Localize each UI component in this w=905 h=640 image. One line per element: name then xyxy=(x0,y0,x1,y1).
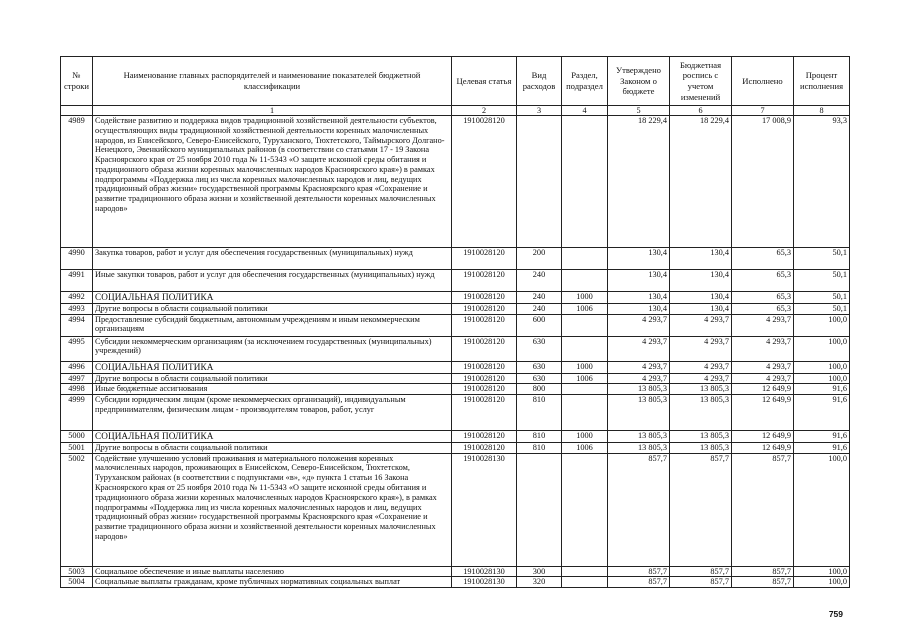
section-cell xyxy=(562,336,608,361)
expense-type-cell: 240 xyxy=(517,303,562,314)
budget-execution-table xyxy=(60,56,850,588)
table-row xyxy=(61,361,850,373)
section-cell: 1006 xyxy=(562,373,608,384)
budget-amount-cell: 130,4 xyxy=(670,270,732,292)
section-cell xyxy=(562,384,608,395)
section-cell xyxy=(562,314,608,336)
row-name-cell: СОЦИАЛЬНАЯ ПОЛИТИКА xyxy=(93,431,452,443)
approved-amount-cell: 13 805,3 xyxy=(608,395,670,431)
table-row xyxy=(61,384,850,395)
section-cell: 1006 xyxy=(562,442,608,453)
row-name-cell: Другие вопросы в области социальной политики xyxy=(93,442,452,453)
target-article-cell: 1910028120 xyxy=(452,292,517,304)
executed-amount-cell: 65,3 xyxy=(732,248,794,270)
budget-amount-cell: 857,7 xyxy=(670,453,732,566)
target-article-cell: 1910028120 xyxy=(452,314,517,336)
target-article-cell: 1910028120 xyxy=(452,373,517,384)
executed-amount-cell: 12 649,9 xyxy=(732,384,794,395)
executed-amount-cell: 12 649,9 xyxy=(732,395,794,431)
column-number: 6 xyxy=(670,106,732,116)
percent-cell: 100,0 xyxy=(794,566,850,577)
header-budget: Бюджетная роспись с учетом изменений xyxy=(670,57,732,106)
expense-type-cell: 200 xyxy=(517,248,562,270)
header-name: Наименование главных распорядителей и наименование показателей бюджетной классификации xyxy=(93,57,452,106)
expense-type-cell: 630 xyxy=(517,373,562,384)
target-article-cell: 1910028120 xyxy=(452,384,517,395)
row-number-cell: 5003 xyxy=(61,566,93,577)
table-row xyxy=(61,442,850,453)
row-name-cell: Другие вопросы в области социальной политики xyxy=(93,373,452,384)
executed-amount-cell: 857,7 xyxy=(732,577,794,588)
row-name-cell: СОЦИАЛЬНАЯ ПОЛИТИКА xyxy=(93,292,452,304)
row-number-cell: 4992 xyxy=(61,292,93,304)
table-row xyxy=(61,431,850,443)
expense-type-cell: 240 xyxy=(517,270,562,292)
row-number-cell: 4995 xyxy=(61,336,93,361)
row-number-cell: 4989 xyxy=(61,116,93,248)
row-name-cell: Иные закупки товаров, работ и услуг для обеспечения государственных (муниципальных) нужд xyxy=(93,270,452,292)
budget-amount-cell: 13 805,3 xyxy=(670,442,732,453)
percent-cell: 50,1 xyxy=(794,248,850,270)
column-numbers-row xyxy=(61,106,850,116)
executed-amount-cell: 65,3 xyxy=(732,303,794,314)
row-name-cell: Субсидии юридическим лицам (кроме некоммерческих организаций), индивидуальным предпринимателям, физическим лицам - производителям товаров, работ, услуг xyxy=(93,395,452,431)
percent-cell: 50,1 xyxy=(794,303,850,314)
header-code: Целевая статья xyxy=(452,57,517,106)
row-number-cell: 5000 xyxy=(61,431,93,443)
target-article-cell: 1910028130 xyxy=(452,453,517,566)
expense-type-cell: 630 xyxy=(517,336,562,361)
executed-amount-cell: 65,3 xyxy=(732,270,794,292)
approved-amount-cell: 4 293,7 xyxy=(608,373,670,384)
percent-cell: 100,0 xyxy=(794,314,850,336)
approved-amount-cell: 857,7 xyxy=(608,577,670,588)
approved-amount-cell: 4 293,7 xyxy=(608,361,670,373)
executed-amount-cell: 12 649,9 xyxy=(732,442,794,453)
header-vid: Вид расходов xyxy=(517,57,562,106)
expense-type-cell: 320 xyxy=(517,577,562,588)
row-name-cell: Субсидии некоммерческим организациям (за исключением государственных (муниципальных) учреждений) xyxy=(93,336,452,361)
row-number-cell: 4990 xyxy=(61,248,93,270)
row-number-cell: 4996 xyxy=(61,361,93,373)
table-row xyxy=(61,373,850,384)
row-name-cell: СОЦИАЛЬНАЯ ПОЛИТИКА xyxy=(93,361,452,373)
table-row xyxy=(61,453,850,566)
section-cell: 1006 xyxy=(562,303,608,314)
budget-amount-cell: 18 229,4 xyxy=(670,116,732,248)
row-name-cell: Предоставление субсидий бюджетным, автономным учреждениям и иным некоммерческим организациям xyxy=(93,314,452,336)
column-number: 7 xyxy=(732,106,794,116)
table-row xyxy=(61,314,850,336)
expense-type-cell: 800 xyxy=(517,384,562,395)
budget-amount-cell: 857,7 xyxy=(670,577,732,588)
expense-type-cell: 240 xyxy=(517,292,562,304)
row-number-cell: 4994 xyxy=(61,314,93,336)
approved-amount-cell: 13 805,3 xyxy=(608,431,670,443)
budget-amount-cell: 857,7 xyxy=(670,566,732,577)
header-row-no: № строки xyxy=(61,57,93,106)
budget-amount-cell: 4 293,7 xyxy=(670,314,732,336)
section-cell xyxy=(562,577,608,588)
row-name-cell: Другие вопросы в области социальной политики xyxy=(93,303,452,314)
row-name-cell: Социальное обеспечение и иные выплаты населению xyxy=(93,566,452,577)
target-article-cell: 1910028130 xyxy=(452,577,517,588)
executed-amount-cell: 857,7 xyxy=(732,453,794,566)
table-row xyxy=(61,116,850,248)
approved-amount-cell: 130,4 xyxy=(608,248,670,270)
table-row xyxy=(61,248,850,270)
budget-amount-cell: 4 293,7 xyxy=(670,361,732,373)
executed-amount-cell: 12 649,9 xyxy=(732,431,794,443)
approved-amount-cell: 130,4 xyxy=(608,303,670,314)
percent-cell: 50,1 xyxy=(794,292,850,304)
approved-amount-cell: 130,4 xyxy=(608,270,670,292)
percent-cell: 50,1 xyxy=(794,270,850,292)
column-number: 1 xyxy=(93,106,452,116)
percent-cell: 93,3 xyxy=(794,116,850,248)
section-cell xyxy=(562,395,608,431)
table-row xyxy=(61,577,850,588)
approved-amount-cell: 13 805,3 xyxy=(608,442,670,453)
section-cell: 1000 xyxy=(562,431,608,443)
column-number: 3 xyxy=(517,106,562,116)
row-number-cell: 4993 xyxy=(61,303,93,314)
percent-cell: 100,0 xyxy=(794,336,850,361)
expense-type-cell: 810 xyxy=(517,395,562,431)
header-razdel: Раздел, подраздел xyxy=(562,57,608,106)
header-percent: Процент исполнения xyxy=(794,57,850,106)
section-cell xyxy=(562,248,608,270)
approved-amount-cell: 4 293,7 xyxy=(608,314,670,336)
row-name-cell: Иные бюджетные ассигнования xyxy=(93,384,452,395)
header-approved: Утверждено Законом о бюджете xyxy=(608,57,670,106)
percent-cell: 100,0 xyxy=(794,361,850,373)
row-number-cell: 4997 xyxy=(61,373,93,384)
expense-type-cell xyxy=(517,116,562,248)
executed-amount-cell: 4 293,7 xyxy=(732,336,794,361)
row-name-cell: Содействие развитию и поддержка видов традиционной хозяйственной деятельности субъектов, осуществляющих виды традиционной хозяйственной деятельности коренных малочисленных народов, из Енисейского, Северо-Енисейского, Туруханского, Тюхтетского, Таймырского Долгано-Ненецкого, Эвенкийского муниципальных районов (в соответствии со статьями 17 - 19 Закона Красноярского края от 25 ноября 2010 года № 11-5343 «О защите исконной среды обитания и традиционного образа жизни коренных малочисленных народов Красноярского края») в рамках подпрограммы «Поддержка лиц из числа коренных малочисленных народов и лиц, ведущих традиционный образ жизни» государственной программы Красноярского края «Сохранение и развитие традиционного образа жизни и хозяйственной деятельности коренных малочисленных народов» xyxy=(93,116,452,248)
executed-amount-cell: 65,3 xyxy=(732,292,794,304)
budget-amount-cell: 4 293,7 xyxy=(670,373,732,384)
approved-amount-cell: 18 229,4 xyxy=(608,116,670,248)
percent-cell: 100,0 xyxy=(794,373,850,384)
approved-amount-cell: 857,7 xyxy=(608,453,670,566)
expense-type-cell: 630 xyxy=(517,361,562,373)
row-name-cell: Социальные выплаты гражданам, кроме публичных нормативных социальных выплат xyxy=(93,577,452,588)
executed-amount-cell: 4 293,7 xyxy=(732,373,794,384)
expense-type-cell: 600 xyxy=(517,314,562,336)
budget-amount-cell: 4 293,7 xyxy=(670,336,732,361)
row-name-cell: Закупка товаров, работ и услуг для обеспечения государственных (муниципальных) нужд xyxy=(93,248,452,270)
expense-type-cell: 810 xyxy=(517,431,562,443)
expense-type-cell: 300 xyxy=(517,566,562,577)
budget-amount-cell: 130,4 xyxy=(670,292,732,304)
table-row xyxy=(61,303,850,314)
budget-amount-cell: 130,4 xyxy=(670,248,732,270)
approved-amount-cell: 13 805,3 xyxy=(608,384,670,395)
header-executed: Исполнено xyxy=(732,57,794,106)
target-article-cell: 1910028120 xyxy=(452,248,517,270)
approved-amount-cell: 130,4 xyxy=(608,292,670,304)
target-article-cell: 1910028120 xyxy=(452,431,517,443)
table-row xyxy=(61,292,850,304)
target-article-cell: 1910028120 xyxy=(452,336,517,361)
table-row xyxy=(61,270,850,292)
column-number: 8 xyxy=(794,106,850,116)
header-row xyxy=(61,57,850,106)
approved-amount-cell: 4 293,7 xyxy=(608,336,670,361)
column-number-blank xyxy=(61,106,93,116)
table-row xyxy=(61,336,850,361)
budget-amount-cell: 13 805,3 xyxy=(670,395,732,431)
page-number: 759 xyxy=(828,609,843,619)
table-row xyxy=(61,566,850,577)
budget-amount-cell: 130,4 xyxy=(670,303,732,314)
row-number-cell: 4999 xyxy=(61,395,93,431)
row-number-cell: 4998 xyxy=(61,384,93,395)
target-article-cell: 1910028120 xyxy=(452,395,517,431)
executed-amount-cell: 857,7 xyxy=(732,566,794,577)
section-cell: 1000 xyxy=(562,292,608,304)
target-article-cell: 1910028120 xyxy=(452,361,517,373)
column-number: 4 xyxy=(562,106,608,116)
percent-cell: 100,0 xyxy=(794,577,850,588)
budget-amount-cell: 13 805,3 xyxy=(670,384,732,395)
budget-amount-cell: 13 805,3 xyxy=(670,431,732,443)
target-article-cell: 1910028120 xyxy=(452,270,517,292)
section-cell xyxy=(562,270,608,292)
percent-cell: 91,6 xyxy=(794,442,850,453)
percent-cell: 91,6 xyxy=(794,431,850,443)
executed-amount-cell: 4 293,7 xyxy=(732,314,794,336)
percent-cell: 100,0 xyxy=(794,453,850,566)
column-number: 2 xyxy=(452,106,517,116)
table-body xyxy=(61,116,850,588)
section-cell xyxy=(562,566,608,577)
percent-cell: 91,6 xyxy=(794,395,850,431)
section-cell: 1000 xyxy=(562,361,608,373)
row-number-cell: 5004 xyxy=(61,577,93,588)
target-article-cell: 1910028120 xyxy=(452,303,517,314)
row-number-cell: 4991 xyxy=(61,270,93,292)
expense-type-cell xyxy=(517,453,562,566)
section-cell xyxy=(562,453,608,566)
target-article-cell: 1910028120 xyxy=(452,116,517,248)
target-article-cell: 1910028130 xyxy=(452,566,517,577)
row-name-cell: Содействие улучшению условий проживания и материального положения коренных малочисленных народов, проживающих в Енисейском, Северо-Енисейском, Тюхтетском, Туруханском районах (в соответствии с подпунктами «в», «д» пункта 1 статьи 16 Закона Красноярского края от 25 ноября 2010 года № 11-5343 «О защите исконной среды обитания и традиционного образа жизни коренных малочисленных народов Красноярского края»), в рамках подпрограммы «Поддержка лиц из числа коренных малочисленных народов и лиц, ведущих традиционный образ жизни» государственной программы Красноярского края «Сохранение и развитие традиционного образа жизни и хозяйственной деятельности коренных малочисленных народов» xyxy=(93,453,452,566)
expense-type-cell: 810 xyxy=(517,442,562,453)
approved-amount-cell: 857,7 xyxy=(608,566,670,577)
column-number: 5 xyxy=(608,106,670,116)
table-row xyxy=(61,395,850,431)
executed-amount-cell: 17 008,9 xyxy=(732,116,794,248)
section-cell xyxy=(562,116,608,248)
percent-cell: 91,6 xyxy=(794,384,850,395)
row-number-cell: 5001 xyxy=(61,442,93,453)
row-number-cell: 5002 xyxy=(61,453,93,566)
executed-amount-cell: 4 293,7 xyxy=(732,361,794,373)
target-article-cell: 1910028120 xyxy=(452,442,517,453)
